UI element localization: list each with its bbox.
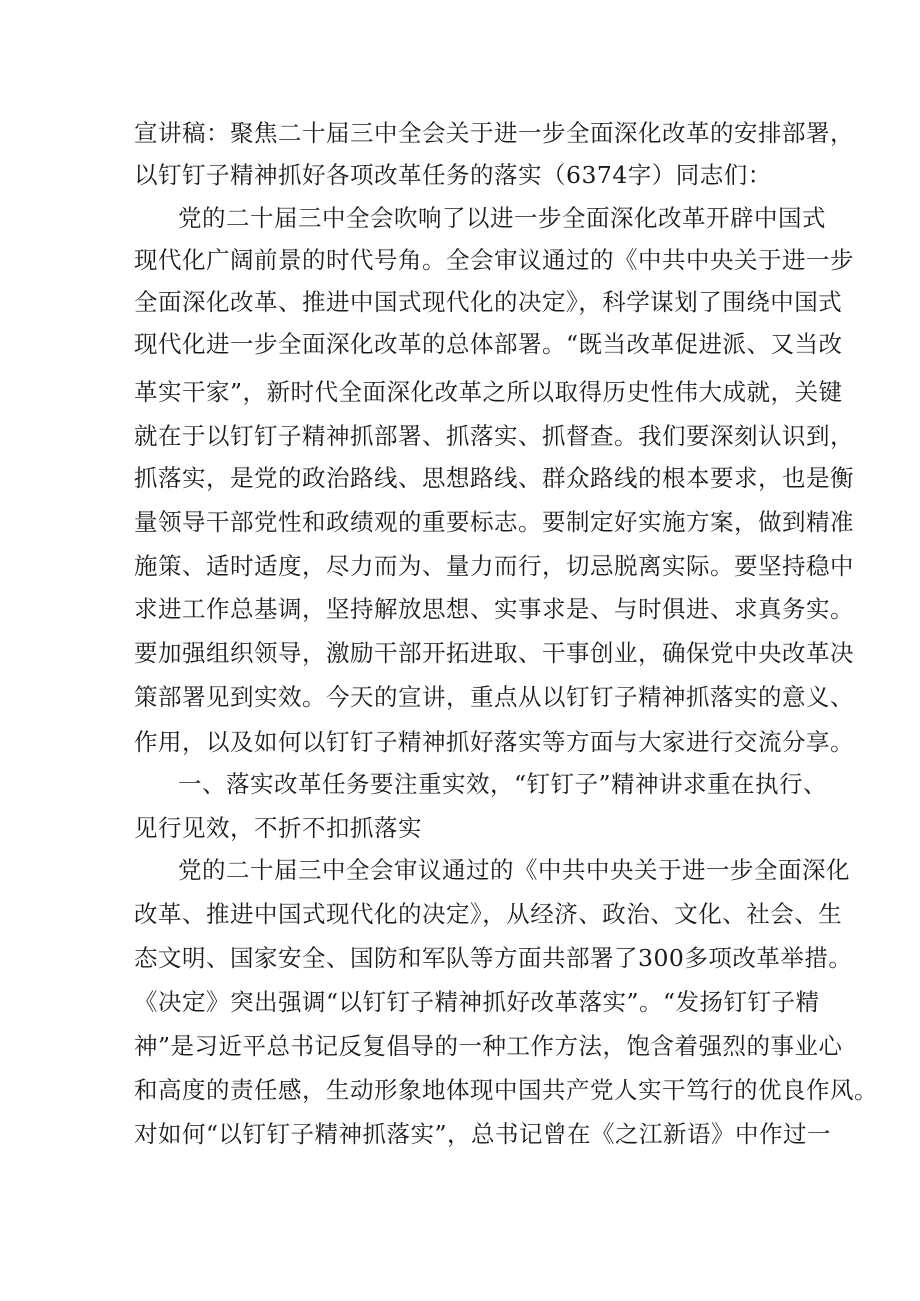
heading1-line-1: 一、落实改革任务要注重实效，“钉钉子”精神讲求重在执行、 [178, 770, 828, 798]
paragraph1-line-13: 作用，以及如何以钉钉子精神抓好落实等方面与大家进行交流分享。 [134, 728, 854, 756]
title-line-2: 以钉钉子精神抓好各项改革任务的落实（6374字）同志们： [134, 161, 772, 189]
paragraph1-line-9: 施策、适时适度，尽力而为、量力而行，切忌脱离实际。要坚持稳中 [134, 552, 854, 580]
title-line-1: 宣讲稿：聚焦二十届三中全会关于进一步全面深化改革的安排部署， [134, 119, 854, 147]
paragraph2-line-6: 和高度的责任感，生动形象地体现中国共产党人实干笃行的优良作风。 [134, 1076, 878, 1104]
paragraph1-line-1: 党的二十届三中全会吹响了以进一步全面深化改革开辟中国式 [178, 204, 826, 232]
heading1-line-2: 见行见效，不折不扣抓落实 [134, 814, 422, 842]
paragraph2-line-4: 《决定》突出强调“以钉钉子精神抓好改革落实”。“发扬钉钉子精 [134, 988, 820, 1016]
paragraph2-line-3: 态文明、国家安全、国防和军队等方面共部署了300多项改革举措。 [134, 944, 853, 972]
paragraph1-line-3: 全面深化改革、推进中国式现代化的决定》，科学谋划了围绕中国式 [134, 288, 843, 316]
paragraph1-line-11: 要加强组织领导，激励干部开拓进取、干事创业，确保党中央改革决 [134, 639, 854, 667]
paragraph1-line-12: 策部署见到实效。今天的宣讲，重点从以钉钉子精神抓落实的意义、 [134, 683, 854, 711]
paragraph1-line-5: 革实干家”，新时代全面深化改革之所以取得历史性伟大成就，关键 [134, 378, 843, 406]
paragraph1-line-10: 求进工作总基调，坚持解放思想、实事求是、与时俱进、求真务实。 [134, 595, 854, 623]
paragraph2-line-2: 改革、推进中国式现代化的决定》，从经济、政治、文化、社会、生 [134, 900, 843, 928]
paragraph1-line-6: 就在于以钉钉子精神抓部署、抓落实、抓督查。我们要深刻认识到， [134, 422, 854, 450]
paragraph2-line-5: 神”是习近平总书记反复倡导的一种工作方法，饱含着强烈的事业心 [134, 1032, 843, 1060]
paragraph2-line-7: 对如何“以钉钉子精神抓落实”，总书记曾在《之江新语》中作过一 [134, 1120, 832, 1148]
paragraph2-line-1: 党的二十届三中全会审议通过的《中共中央关于进一步全面深化 [178, 856, 850, 884]
paragraph1-line-7: 抓落实，是党的政治路线、思想路线、群众路线的根本要求，也是衡 [134, 464, 854, 492]
paragraph1-line-4: 现代化进一步全面深化改革的总体部署。“既当改革促进派、又当改 [134, 330, 843, 358]
paragraph1-line-8: 量领导干部党性和政绩观的重要标志。要制定好实施方案，做到精准 [134, 508, 854, 536]
paragraph1-line-2: 现代化广阔前景的时代号角。全会审议通过的《中共中央关于进一步 [134, 246, 854, 274]
